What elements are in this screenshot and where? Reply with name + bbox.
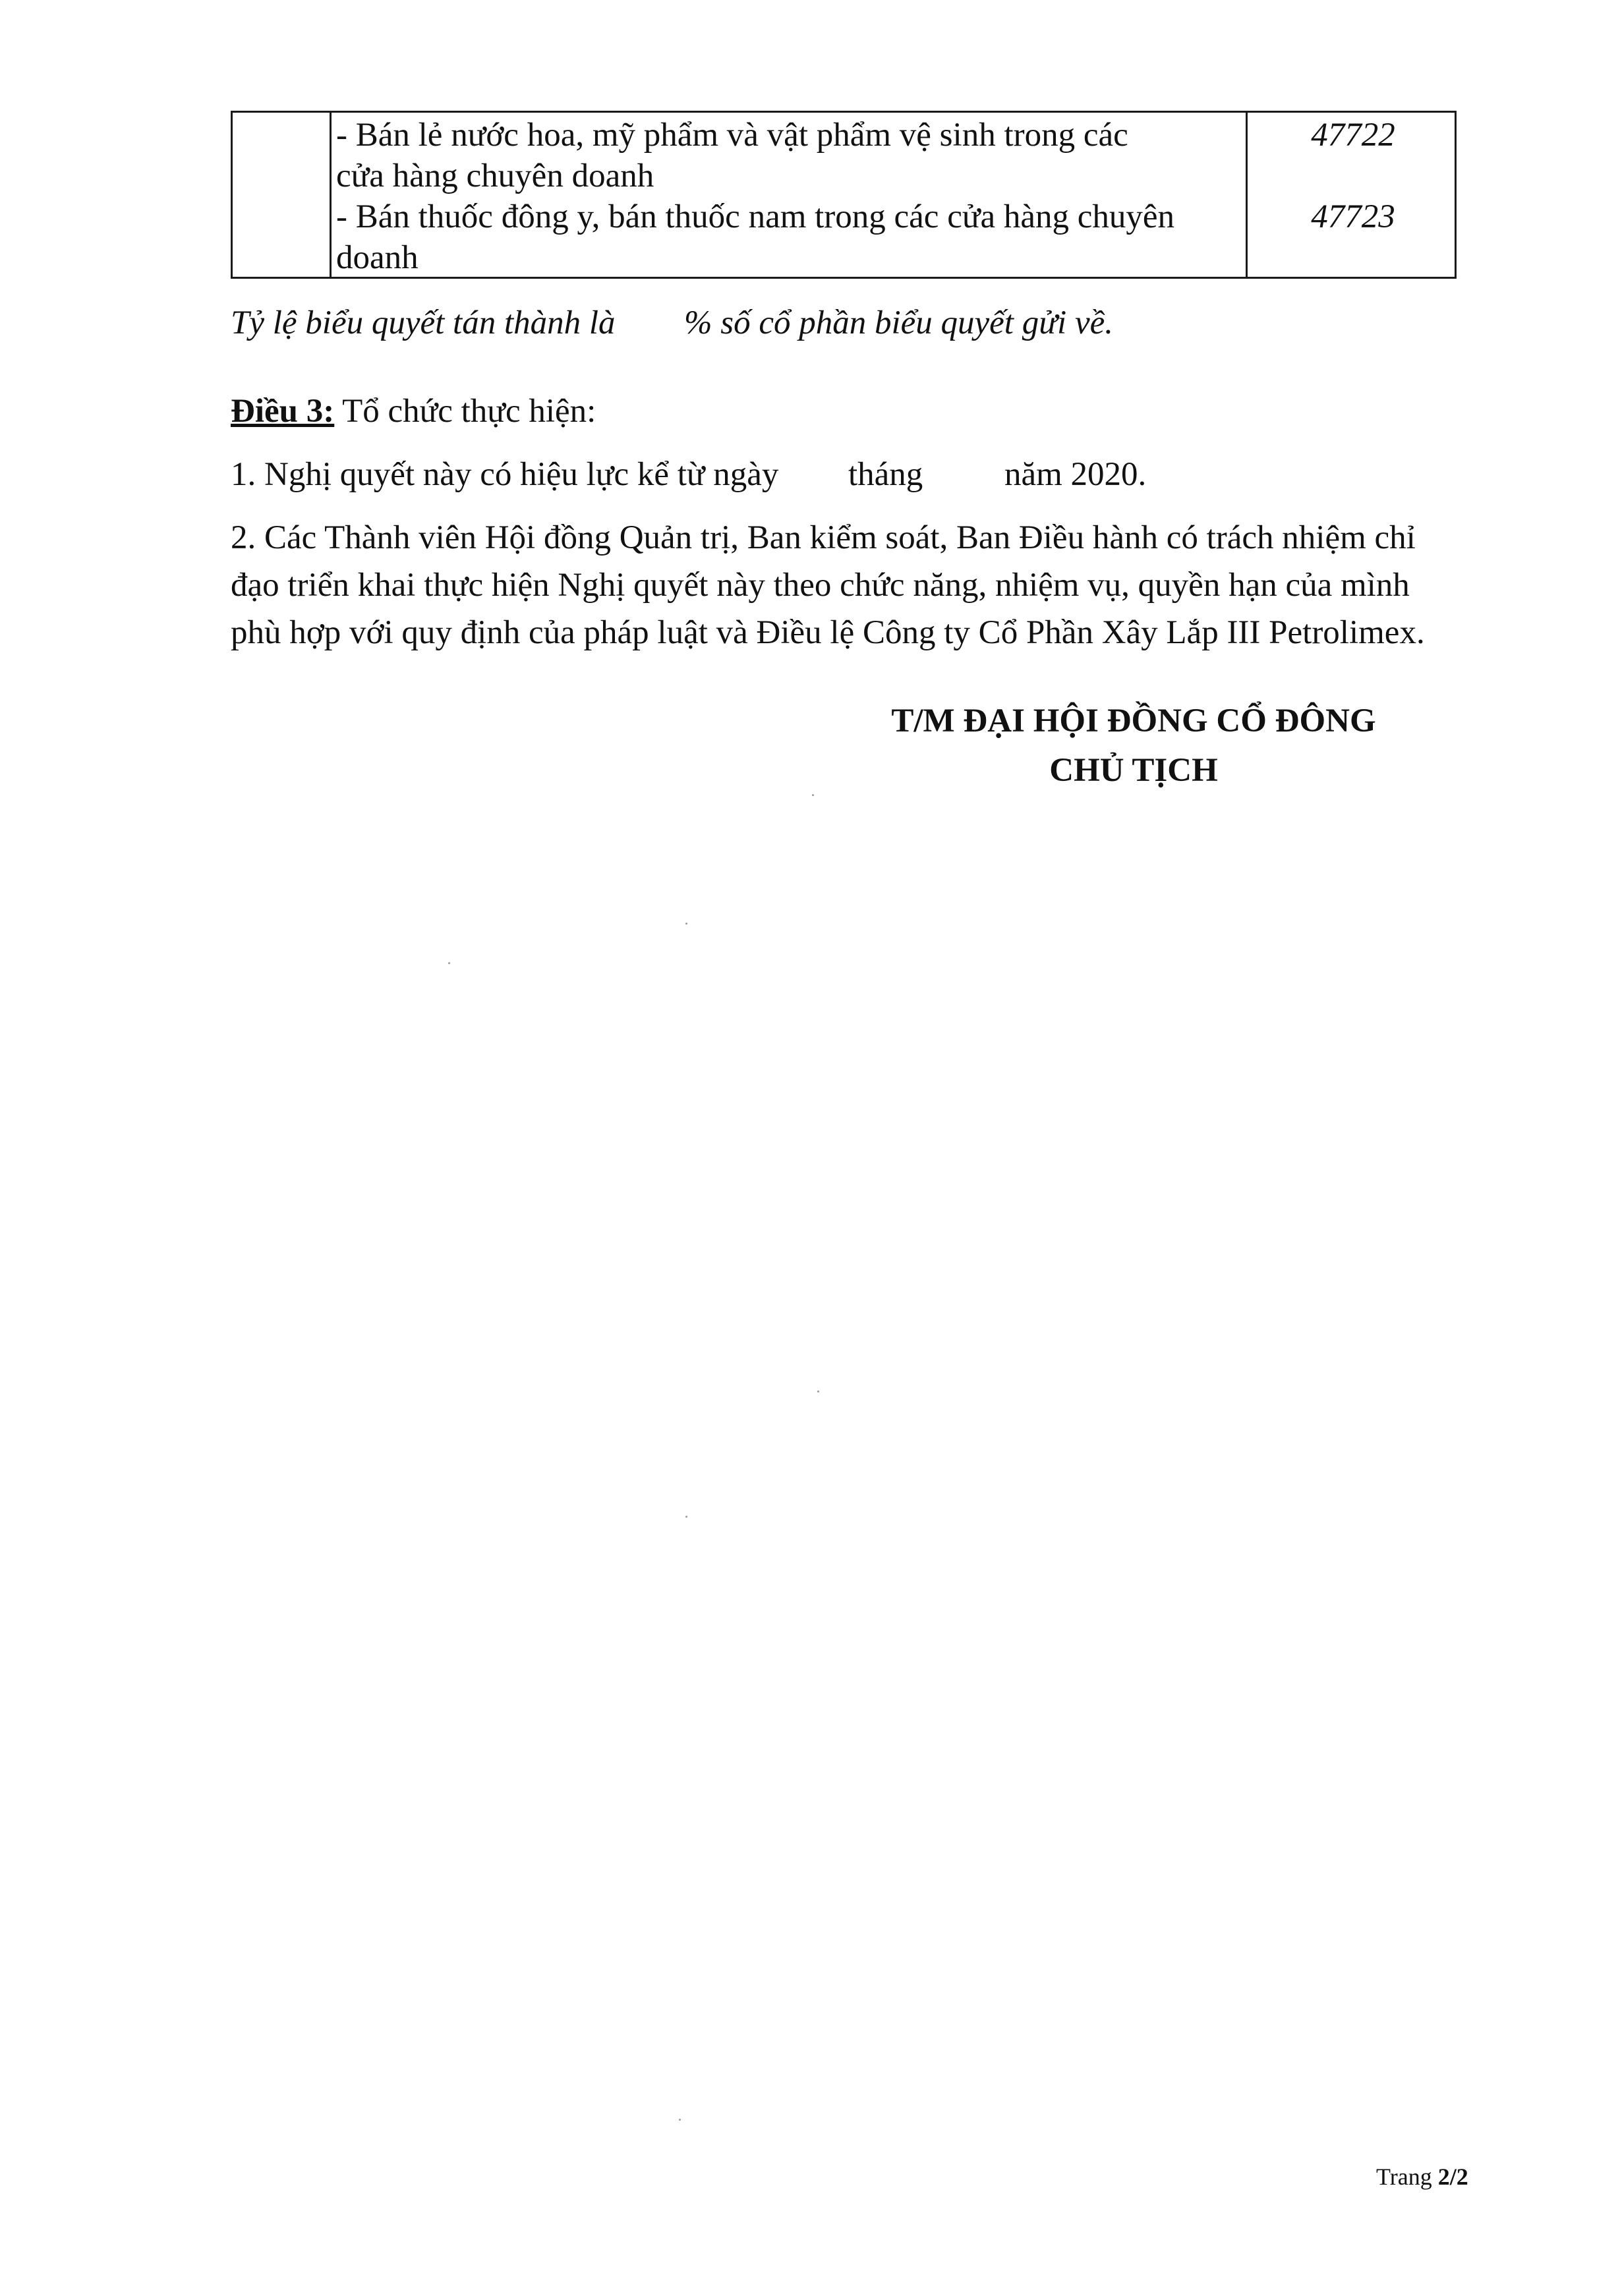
page-number-value: 2/2 xyxy=(1437,2164,1468,2190)
business-lines-table xyxy=(231,111,1457,279)
article-3-item-2-line2: đạo triển khai thực hiện Nghị quyết này theo chức năng, nhiệm vụ, quyền hạn của mình xyxy=(231,567,1410,604)
table-row-2-description-line1: - Bán thuốc đông y, bán thuốc nam trong các cửa hàng chuyên xyxy=(336,198,1175,235)
table-row-2-description-line2: doanh xyxy=(336,239,419,276)
table-column-divider xyxy=(330,113,332,277)
table-row-2-code: 47723 xyxy=(1311,198,1395,235)
article-3-item-1-part3: năm 2020. xyxy=(1004,456,1147,493)
page-number xyxy=(1376,2163,1468,2191)
table-row-1-code: 47722 xyxy=(1311,117,1395,154)
article-3-item-1-part2: tháng xyxy=(848,456,923,493)
vote-ratio-suffix: % số cổ phần biểu quyết gửi về. xyxy=(684,304,1113,341)
article-3-item-1-part1: 1. Nghị quyết này có hiệu lực kể từ ngày xyxy=(231,456,779,493)
article-3-item-2-line3: phù hợp với quy định của pháp luật và Điều lệ Công ty Cổ Phần Xây Lắp III Petrolimex. xyxy=(231,614,1425,651)
signature-role: CHỦ TỊCH xyxy=(1049,752,1218,789)
vote-ratio-label: Tỷ lệ biểu quyết tán thành là xyxy=(231,304,616,341)
page-number-label: Trang xyxy=(1376,2164,1438,2190)
article-3-heading-line xyxy=(231,390,596,432)
signature-title: T/M ĐẠI HỘI ĐỒNG CỔ ĐÔNG xyxy=(891,703,1376,739)
article-3-heading-rest: Tổ chức thực hiện: xyxy=(334,393,596,430)
article-3-item-2-line1: 2. Các Thành viên Hội đồng Quản trị, Ban kiểm soát, Ban Điều hành có trách nhiệm chỉ xyxy=(231,519,1416,556)
table-row-1-description-line1: - Bán lẻ nước hoa, mỹ phẩm và vật phẩm vệ sinh trong các xyxy=(336,117,1128,154)
table-row-1-description-line2: cửa hàng chuyên doanh xyxy=(336,158,654,194)
article-3-heading: Điều 3: xyxy=(231,393,335,430)
